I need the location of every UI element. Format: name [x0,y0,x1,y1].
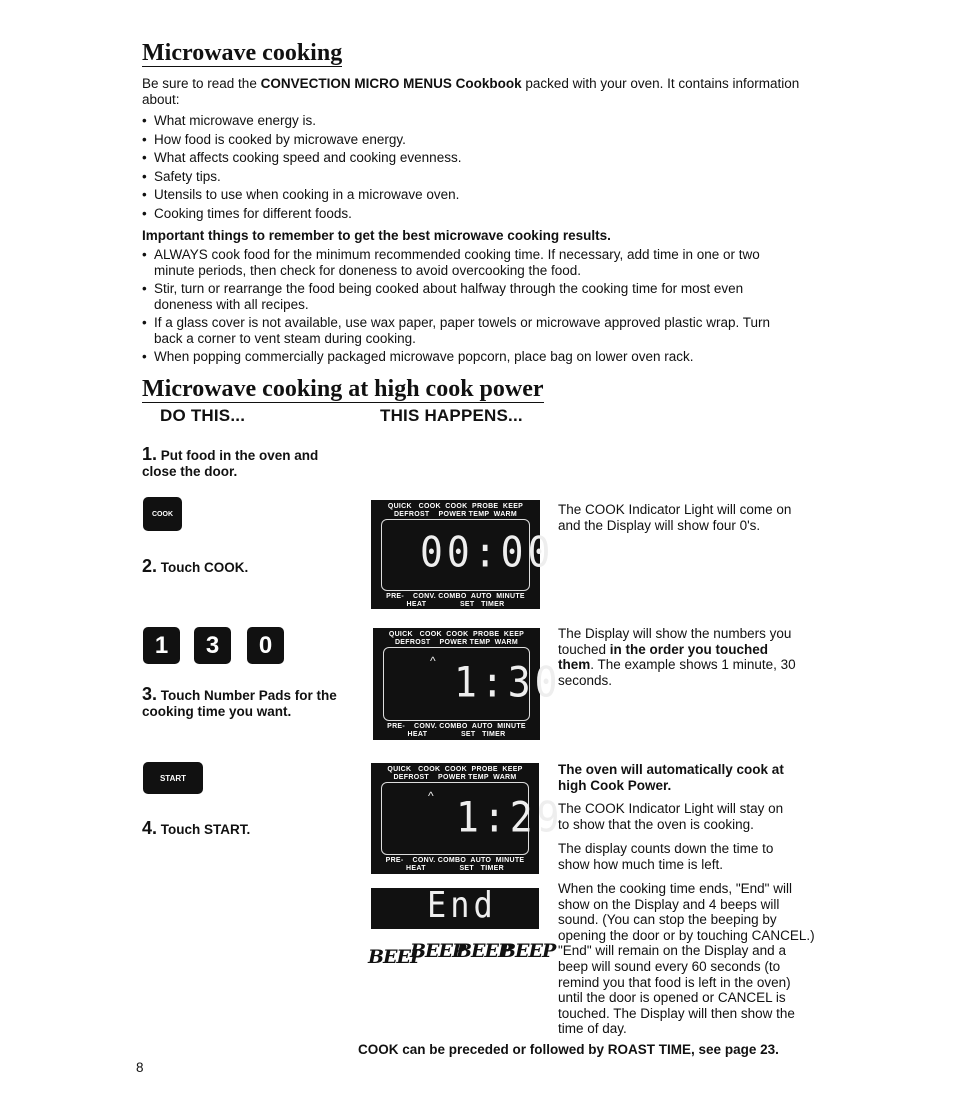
beep-text: BEEP [368,946,424,968]
number-pad-0-button[interactable]: 0 [247,627,284,664]
column-heading-do-this: DO THIS... [160,406,246,425]
section-title-microwave-cooking: Microwave cooking [142,40,343,66]
desc-text-a: The Display will show the numbers you touched [558,626,792,657]
step-number: 3. [142,684,158,704]
end-display-panel [371,884,539,929]
desc-text-b: in the order you touched them [558,641,769,673]
description-end: When the cooking time ends, "End" will show on the Display and 4 beeps will sound. (You can stop the beeping by opening the door or by touching CANCEL.) "End" will remain on the Display and a beep will sound every 60 seconds (to remind you that food is left in the oven) until the door is opened or CANCEL is touched. The Display will then show the time of day. [558,881,815,1037]
intro-text-a: Be sure to read the [142,76,261,91]
step-2 [142,558,248,576]
oven-display-panel [371,763,564,874]
step-3 [142,686,352,720]
description-step-4-p2: The display counts down the time to show how much time is left. [558,841,774,872]
description-step-3 [558,626,798,688]
cook-indicator-light: ^ [430,654,436,668]
list-item: • Stir, turn or rearrange the food being cooked about halfway through the cooking time for most even doneness with all recipes. [141,281,796,313]
intro-text-cookbook: Cookbook [451,76,522,91]
step-number: 4. [142,818,158,838]
oven-display-panel [373,628,562,740]
step-text: Touch Number Pads for the cooking time you want. [142,688,337,719]
list-item: • When popping commercially packaged microwave popcorn, place bag on lower oven rack. [141,349,796,365]
list-item: • Cooking times for different foods. [141,206,801,222]
display-bottom-labels: PRE- CONV. COMBO AUTO MINUTE HEAT SET TIMER [387,723,526,738]
beep-text: BEEP [500,940,556,962]
step-1 [142,446,342,480]
important-heading: Important things to remember to get the best microwave cooking results. [142,228,611,243]
section-title-high-cook-power: Microwave cooking at high cook power [142,376,544,402]
list-item: • Utensils to use when cooking in a microwave oven. [141,187,801,203]
display-top-labels: QUICK COOK COOK PROBE KEEP DEFROST POWER TEMP WARM [388,631,525,646]
step-4 [142,820,250,838]
tips-bullet-list [141,247,796,365]
display-readout: 00:00 [420,527,555,577]
display-top-labels: QUICK COOK COOK PROBE KEEP DEFROST POWER TEMP WARM [387,766,523,781]
list-item: • How food is cooked by microwave energy. [141,132,801,148]
intro-text-menus: CONVECTION MICRO MENUS [260,76,452,91]
display-readout: End [427,884,497,926]
intro-text-d: packed with your oven. It contains information about: [142,76,800,107]
display-readout: 1:29 [456,792,564,842]
display-screen [381,519,555,591]
step-text: Put food in the oven and close the door. [142,448,319,479]
beep-text: BEEP [456,940,512,962]
oven-display-panel [371,500,555,609]
cook-indicator-light: ^ [428,789,434,803]
step-text: Touch COOK. [160,560,249,575]
start-pad-button[interactable]: START [143,762,203,794]
display-top-labels: QUICK COOK COOK PROBE KEEP DEFROST POWER TEMP WARM [387,503,524,518]
step-text: Touch START. [160,822,251,837]
display-bottom-labels: PRE- CONV. COMBO AUTO MINUTE HEAT SET TIMER [386,593,525,608]
list-item: • Safety tips. [141,169,801,185]
list-item: • ALWAYS cook food for the minimum recommended cooking time. If necessary, add time in one or two minute periods, then check for doneness to avoid overcooking the food. [141,247,796,279]
cook-pad-button[interactable]: COOK [143,497,182,531]
display-readout: 1:30 [454,657,562,707]
list-item: • What affects cooking speed and cooking evenness. [141,150,801,166]
page-number: 8 [136,1060,144,1075]
step-number: 1. [142,444,158,464]
desc-text-c: . The example shows 1 minute, 30 seconds. [558,657,796,688]
number-pad-3-button[interactable]: 3 [194,627,231,664]
info-bullet-list [141,113,801,222]
description-step-4-p1: The COOK Indicator Light will stay on to show that the oven is cooking. [558,801,784,832]
display-screen [381,782,564,855]
description-step-2: The COOK Indicator Light will come on and the Display will show four 0's. [558,502,792,533]
display-bottom-labels: PRE- CONV. COMBO AUTO MINUTE HEAT SET TIMER [385,857,525,872]
number-pad-1-button[interactable]: 1 [143,627,180,664]
footer-note: COOK can be preceded or followed by ROAST TIME, see page 23. [358,1042,779,1057]
beep-text: BEEP [410,940,466,962]
list-item: • If a glass cover is not available, use wax paper, paper towels or microwave approved plastic wrap. Turn back a corner to vent steam during cooking. [141,315,796,347]
list-item: • What microwave energy is. [141,113,801,129]
column-heading-this-happens: THIS HAPPENS... [380,406,523,425]
description-step-4-heading: The oven will automatically cook at high Cook Power. [558,762,784,793]
display-screen [383,647,562,721]
step-number: 2. [142,556,158,576]
intro-paragraph [142,76,802,108]
